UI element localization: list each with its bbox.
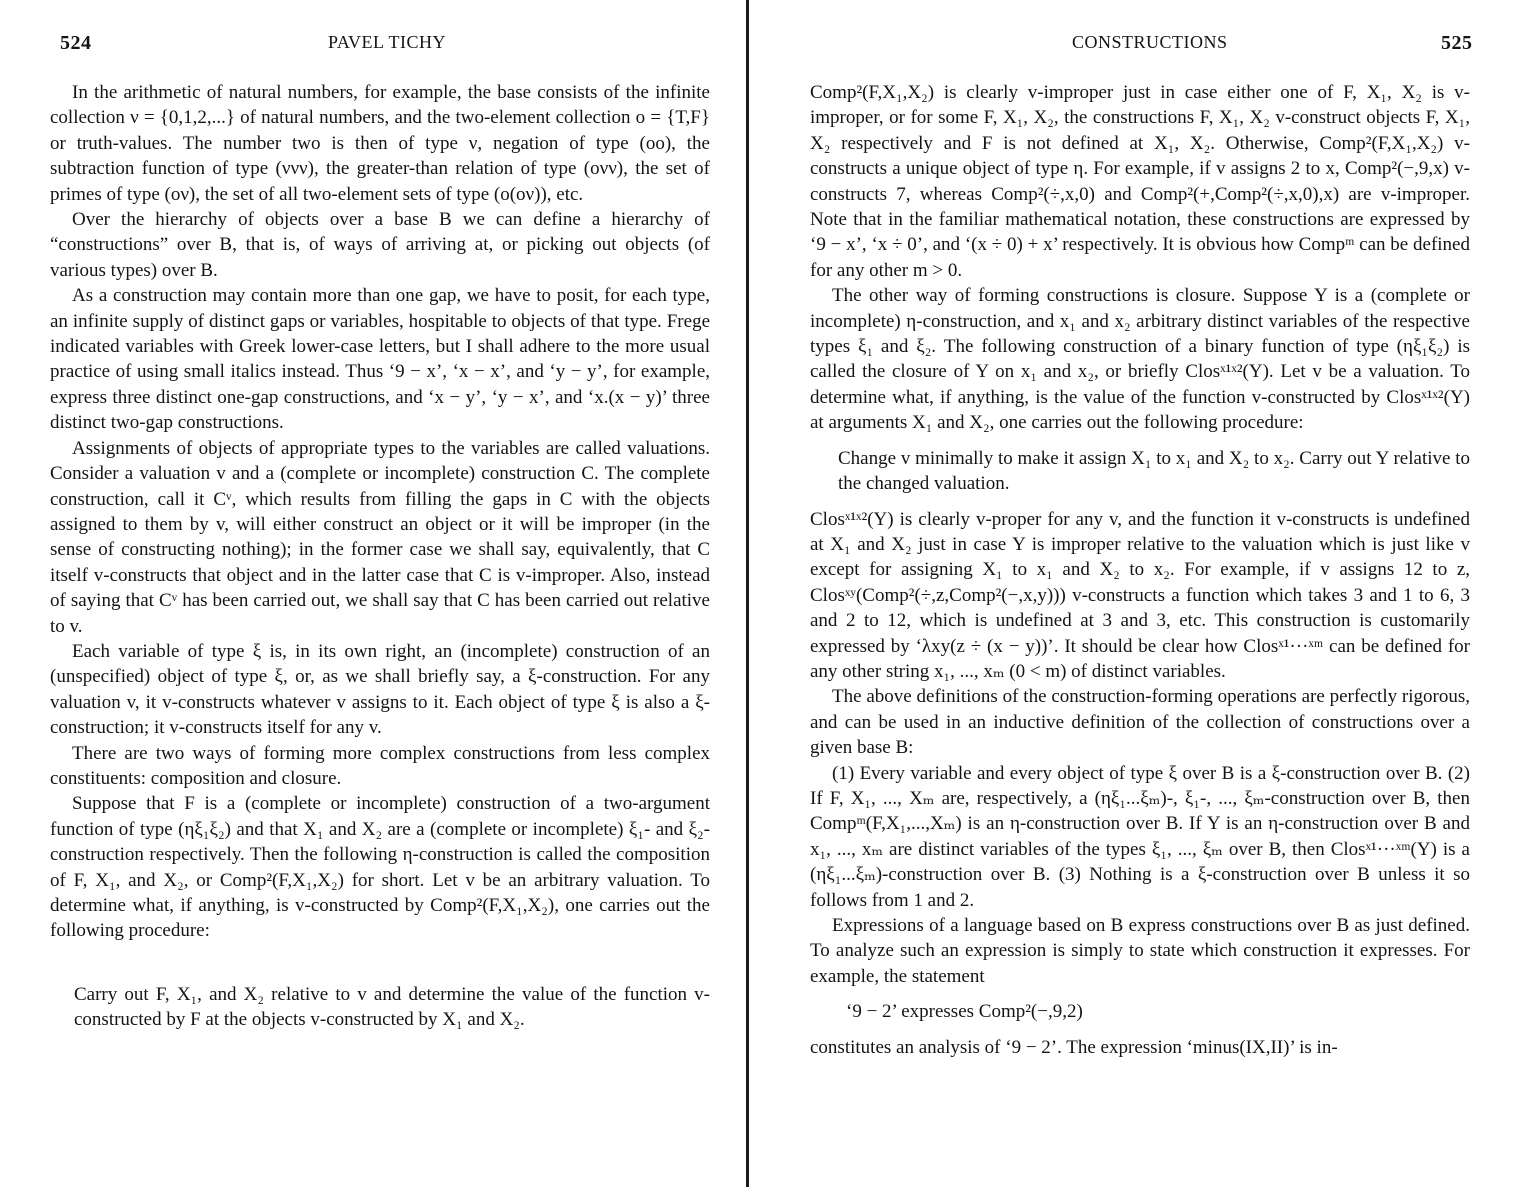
- procedure-block: Carry out F, X₁, and X₂ relative to v and determine the value of the function v-constructed by F at the objects v-constructed by X₁ and X₂.: [74, 983, 710, 1031]
- running-head: PAVEL TICHY: [328, 32, 447, 52]
- paragraph: In the arithmetic of natural numbers, for example, the base consists of the infinite collection ν = {0,1,2,...} of natural numbers, and the two-element collection ο = {T,F} or truth-values. The number two is then of type ν, negation of type (οο), the subtraction function of type (ννν), the greater-than relation of type (ονν), the set of primes of type (ον), the set of all two-element sets of type (ο(ον)), etc.: [50, 82, 710, 205]
- page-body: [810, 80, 1470, 1060]
- paragraph: Comp²(F,X₁,X₂) is clearly v-improper just in case either one of F, X₁, X₂ is v-improper, or for some F, X₁, X₂, the constructions F, X₁, X₂ v-construct objects F, X₁, X₂ respectively and F is not defined at X₁, X₂. Otherwise, Comp²(F,X₁,X₂) v-constructs a unique object of type η. For example, if v assigns 2 to x, Comp²(−,9,x) v-constructs 7, whereas Comp²(÷,x,0) and Comp²(+,Comp²(÷,x,0),x) are v-improper. Note that in the familiar mathematical notation, these constructions are expressed by ‘9 − x’, ‘x ÷ 0’, and ‘(x ÷ 0) + x’ respectively. It is obvious how Compᵐ can be defined for any other m > 0.: [810, 82, 1470, 281]
- paragraph: Each variable of type ξ is, in its own right, an (incomplete) construction of an (unspecified) object of type ξ, or, as we shall briefly say, a ξ-construction. For any valuation v, it v-constructs whatever v assigns to it. Each object of type ξ is also a ξ-construction; it v-constructs itself for any v.: [50, 640, 710, 739]
- example-statement: ‘9 − 2’ expresses Comp²(−,9,2): [846, 1001, 1083, 1023]
- running-head: CONSTRUCTIONS: [1072, 32, 1228, 52]
- procedure-block: Change v minimally to make it assign X₁ to x₁ and X₂ to x₂. Carry out Y relative to the changed valuation.: [838, 447, 1470, 495]
- paragraph: Over the hierarchy of objects over a base B we can define a hierarchy of “constructions” over B, that is, of ways of arriving at, or picking out objects (of various types) over B.: [50, 209, 710, 281]
- definition-paragraph: (1) Every variable and every object of type ξ over B is a ξ-construction over B. (2) If F, X₁, ..., Xₘ are, respectively, a (ηξ₁...ξₘ)-, ξ₁-, ..., ξₘ-construction over B, then Compᵐ(F,X₁,...,Xₘ) is an η-construction over B. If Y is an η-construction over B and x₁, ..., xₘ are distinct variables of the types ξ₁, ..., ξₘ over B, then Closˣ¹···ˣᵐ(Y) is a (ηξ₁...ξₘ)-construction over B. (3) Nothing is a ξ-construction over B unless it so follows from 1 and 2.: [810, 762, 1470, 911]
- page-number: 525: [1441, 32, 1473, 54]
- paragraph: The above definitions of the construction-forming operations are perfectly rigorous, and can be used in an inductive definition of the collection of constructions over a given base B:: [810, 686, 1470, 759]
- paragraph: There are two ways of forming more complex constructions from less complex constituents: composition and closure.: [50, 742, 710, 789]
- left-page: [0, 0, 750, 1187]
- book-gutter: [746, 0, 749, 1187]
- paragraph: Assignments of objects of appropriate types to the variables are called valuations. Consider a valuation v and a (complete or incomplete) construction C. The complete construction, call it Cᵛ, which results from filling the gaps in C with the objects assigned to them by v, will either construct an object or it will be improper (in the sense of constructing nothing); in the former case we shall say, equivalently, that C itself v-constructs that object and in the latter case that C is v-improper. Also, instead of saying that Cᵛ has been carried out, we shall say that C has been carried out relative to v.: [50, 437, 710, 637]
- page-body: [50, 80, 710, 1033]
- paragraph: constitutes an analysis of ‘9 − 2’. The expression ‘minus(IX,II)’ is in-: [810, 1036, 1338, 1058]
- paragraph: Suppose that F is a (complete or incomplete) construction of a two-argument function of type (ηξ₁ξ₂) and that X₁ and X₂ are a (complete or incomplete) ξ₁- and ξ₂-construction respectively. Then the following η-construction is called the composition of F, X₁, and X₂, or Comp²(F,X₁,X₂) for short. Let v be an arbitrary valuation. To determine what, if anything, is v-constructed by Comp²(F,X₁,X₂), one carries out the following procedure:: [50, 793, 710, 942]
- page-number: 524: [60, 32, 92, 54]
- paragraph: Expressions of a language based on B express constructions over B as just defined. To analyze such an expression is simply to state which construction it expresses. For example, the statement: [810, 915, 1470, 987]
- paragraph: Closˣ¹ˣ²(Y) is clearly v-proper for any v, and the function it v-constructs is undefined at X₁ and X₂ just in case Y is improper relative to the valuation which is just like v except for assigning X₁ to x₁ and X₂ to x₂. For example, if v assigns 12 to z, Closˣʸ(Comp²(÷,z,Comp²(−,x,y))) v-constructs a function which takes 3 and 1 to 6, 3 and 2 to 12, which is undefined at 3 and 3, etc. This construction is customarily expressed by ‘λxy(z ÷ (x − y))’. It should be clear how Closˣ¹···ˣᵐ can be defined for any other string x₁, ..., xₘ (0 < m) of distinct variables.: [810, 508, 1470, 682]
- right-page: [760, 0, 1518, 1187]
- paragraph: As a construction may contain more than one gap, we have to posit, for each type, an infinite supply of distinct gaps or variables, hospitable to objects of that type. Frege indicated variables with Greek lower-case letters, but I shall adhere to the more usual practice of using small italics instead. Thus ‘9 − x’, ‘x − x’, and ‘y − y’, for example, express three distinct one-gap constructions, and ‘x − y’, ‘y − x’, and ‘x.(x − y)’ three distinct two-gap constructions.: [50, 285, 710, 434]
- paragraph: The other way of forming constructions is closure. Suppose Y is a (complete or incomplete) η-construction, and x₁ and x₂ arbitrary distinct variables of the respective types ξ₁ and ξ₂. The following construction of a binary function of type (ηξ₁ξ₂) is called the closure of Y on x₁ and x₂, or briefly Closˣ¹ˣ²(Y). Let v be a valuation. To determine what, if anything, is the value of the function v-constructed by Closˣ¹ˣ²(Y) at arguments X₁ and X₂, one carries out the following procedure:: [810, 285, 1470, 434]
